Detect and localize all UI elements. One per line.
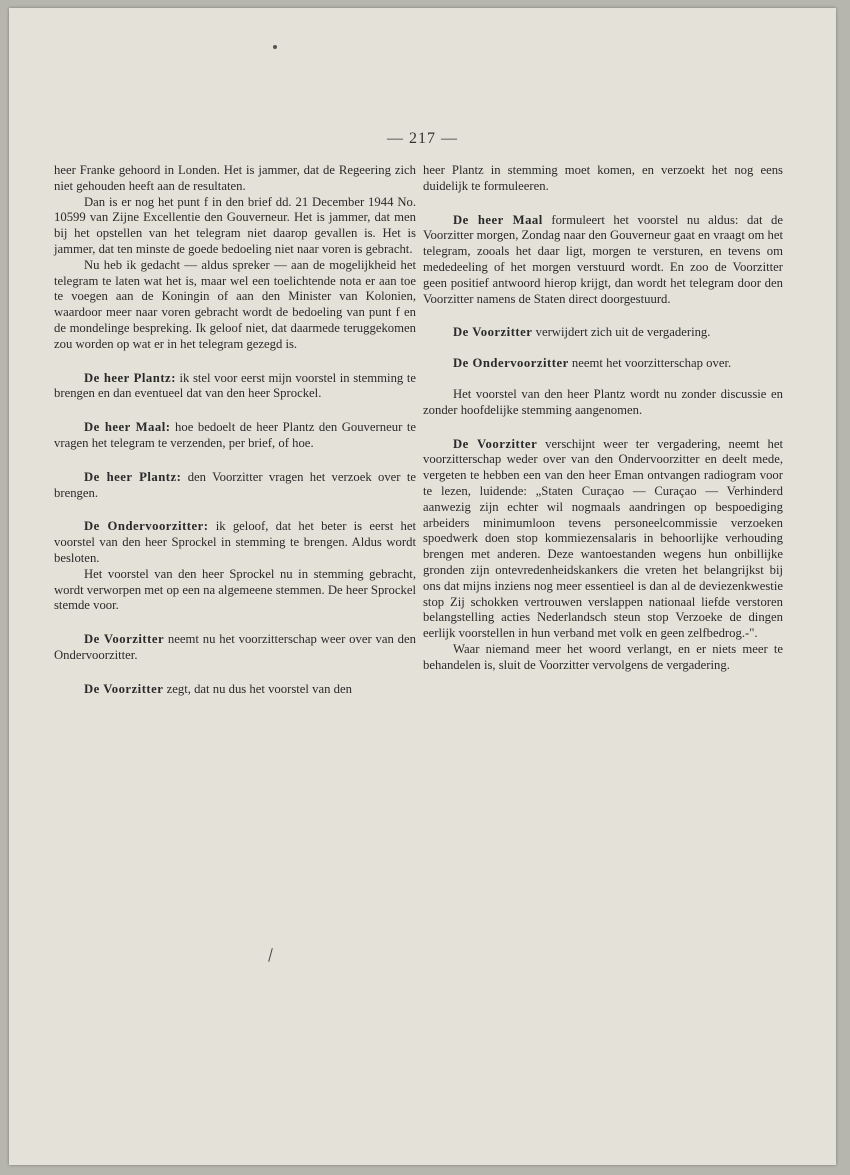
speaker-name: De heer Maal: (84, 420, 171, 435)
paragraph: Waar niemand meer het woord verlangt, en er niets meer te behandelen is, sluit de Voorzitter vervolgens de vergadering. (423, 641, 783, 672)
paragraph-text: verwijdert zich uit de vergadering. (532, 325, 711, 340)
paragraph-text: zegt, dat nu dus het voorstel van den (163, 681, 352, 696)
speaker-name: De Ondervoorzitter: (84, 519, 209, 534)
paragraph-text: ik stel voor eerst mijn voorstel in stemming te brengen en dan eventueel dat van den heer Sprockel. (54, 370, 416, 401)
right-column (423, 163, 783, 674)
speaker-name: De Voorzitter (84, 681, 164, 696)
paragraph-text: neemt het voorzitterschap over. (568, 356, 732, 371)
ink-speck (273, 45, 277, 49)
speaker-paragraph (54, 371, 416, 403)
speaker-name: De Voorzitter (453, 325, 533, 340)
speaker-name: De heer Maal (453, 212, 543, 227)
speaker-paragraph (423, 437, 783, 642)
speaker-paragraph (423, 356, 783, 372)
left-column (54, 163, 416, 698)
speaker-paragraph (54, 682, 416, 698)
speaker-name: De heer Plantz: (84, 370, 176, 385)
speaker-paragraph (423, 325, 783, 341)
paragraph-text: verschijnt weer ter vergadering, neemt het voorzitterschap weder over van den Ondervoorzitter en deelt mede, vergeten te hebben een van den heer Eman ontvangen radiogram voor te lezen, luidende: „Staten Curaçao — Curaçao — Verhinderd aanwezig zijn echter wil nogmaals aandringen op bespoediging arbeiders minimumloon tevens personeelcommissie verzoeken spoedwerk doen stop kommiezensalaris in behoorlijke verhouding brengen met anderen. Deze wantoestanden wegens hun onbillijke gronden zijn ontevredenheidskankers die vreten het belangrijkst bij ons dat mijns inziens nog meer essentieel is dan al de deviezenkwestie stop Zij schokken vertrouwen verslappen nationaal liefde verstoren belangstelling acties Nederlandsch steun stop Verzoeke de dingen eerlijk voorstellen in hun verband met volk en geen zelfbedrog.-". (423, 436, 784, 641)
speaker-name: De heer Plantz: (84, 469, 182, 484)
paragraph: heer Plantz in stemming moet komen, en verzoekt het nog eens duidelijk te formuleeren. (423, 163, 783, 193)
document-page (9, 8, 836, 1165)
speaker-name: De Voorzitter (84, 632, 165, 647)
paragraph: Het voorstel van den heer Sprockel nu in stemming gebracht, wordt verworpen met op een na algemeene stemmen. De heer Sprockel stemde voor. (54, 566, 416, 613)
speaker-name: De Ondervoorzitter (453, 356, 569, 371)
paragraph-text: den Voorzitter vragen het verzoek over te brengen. (54, 469, 416, 500)
speaker-name: De Voorzitter (453, 436, 538, 451)
speaker-paragraph (54, 420, 416, 452)
paragraph-text: ik geloof, dat het beter is eerst het voorstel van den heer Sprockel in stemming te brengen. Aldus wordt besloten. (54, 519, 416, 565)
paragraph: Nu heb ik gedacht — aldus spreker — aan de mogelijkheid het telegram te laten wat het is, maar wel een toelichtende nota er aan toe te voegen aan de Koningin of aan den Minister van Kolonien, waardoor meer naar voren gebracht wordt de bedoeling van punt f en de mondelinge bespreking. Ik geloof niet, dat daarmede teruggekomen zou worden op wat er in het telegram gezegd is. (54, 257, 416, 351)
paragraph: Dan is er nog het punt f in den brief dd. 21 December 1944 No. 10599 van Zijne Excellentie den Gouverneur. Het is jammer, dat men bij het opstellen van het telegram niet daarop gevallen is. Het is jammer, dat ten minste de goede bedoeling niet naar voren is gebracht. (54, 194, 416, 256)
page-number: — 217 — (387, 130, 458, 147)
paragraph-text: formuleert het voorstel nu aldus: dat de Voorzitter morgen, Zondag naar den Gouverneur gaat en vraagt om het telegram, zooals het daar ligt, morgen te versturen, en tevens om mededeeling of het morgen verstuurd wordt. En zoo de Voorzitter geen positief antwoord hierop krijgt, dan wordt het telegram door den Voorzitter namens de Staten direct doorgestuurd. (423, 212, 784, 306)
speaker-paragraph (54, 519, 416, 566)
paragraph: Het voorstel van den heer Plantz wordt nu zonder discussie en zonder hoofdelijke stemming aangenomen. (423, 386, 783, 417)
speaker-paragraph (423, 213, 783, 308)
pen-mark (268, 948, 273, 962)
paragraph-text: neemt nu het voorzitterschap weer over van den Ondervoorzitter. (54, 632, 417, 662)
paragraph: heer Franke gehoord in Londen. Het is jammer, dat de Regeering zich niet gehouden heeft aan de resultaten. (54, 163, 416, 193)
speaker-paragraph (54, 632, 416, 664)
paragraph-text: hoe bedoelt de heer Plantz den Gouverneur te vragen het telegram te verzenden, per brief, of hoe. (54, 420, 416, 450)
speaker-paragraph (54, 470, 416, 502)
